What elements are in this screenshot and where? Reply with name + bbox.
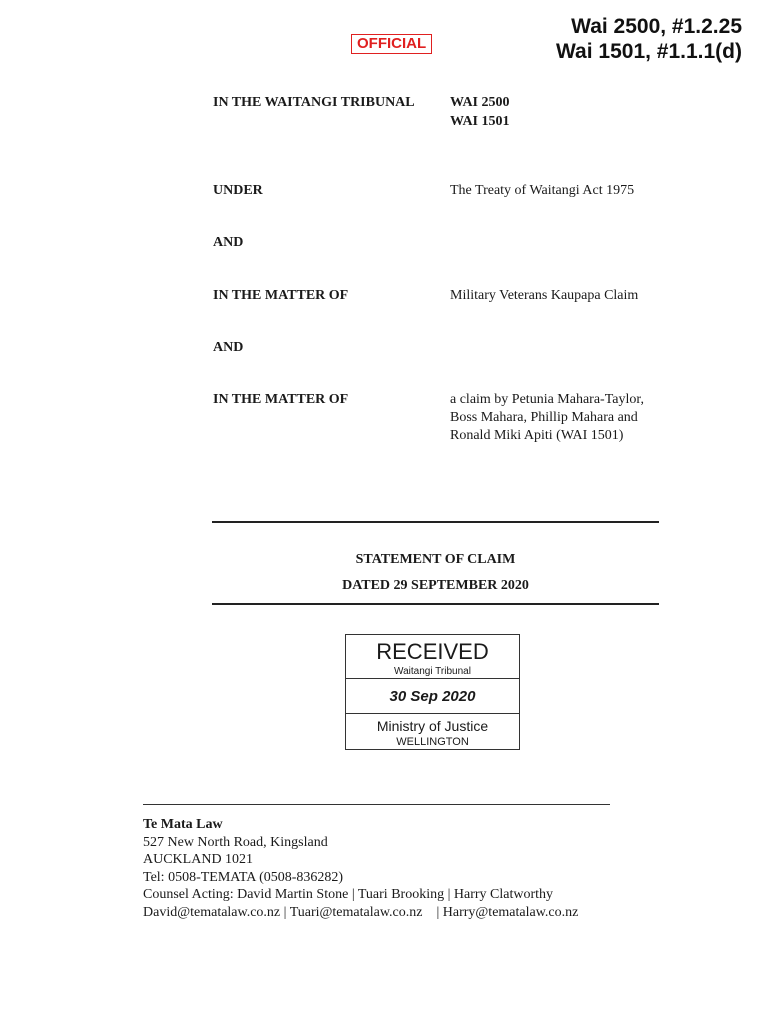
received-date: 30 Sep 2020 — [346, 679, 519, 714]
official-stamp: OFFICIAL — [351, 34, 432, 54]
matter-value-2-line-1: a claim by Petunia Mahara-Taylor, — [450, 392, 644, 407]
reference-wai-1501: Wai 1501, #1.1.1(d) — [556, 40, 742, 63]
document-references — [556, 14, 742, 64]
email-addresses: David@tematalaw.co.nz | Tuari@tematalaw.co.nz | Harry@tematalaw.co.nz — [143, 904, 579, 920]
matter-value-2-line-3: Ronald Miki Apiti (WAI 1501) — [450, 428, 624, 443]
received-stamp-footer — [346, 714, 519, 749]
and-label-2: AND — [213, 340, 244, 355]
and-label-1: AND — [213, 235, 244, 250]
document-title: STATEMENT OF CLAIM — [355, 552, 516, 567]
matter-label-2: IN THE MATTER OF — [213, 392, 349, 407]
received-stamp-header — [346, 635, 519, 679]
firm-name: Te Mata Law — [143, 817, 223, 832]
under-label: UNDER — [213, 183, 263, 198]
received-label: RECEIVED — [376, 639, 489, 664]
address-line-1: 527 New North Road, Kingsland — [143, 834, 328, 850]
received-tribunal: Waitangi Tribunal — [394, 666, 471, 677]
matter-value-1: Military Veterans Kaupapa Claim — [450, 288, 639, 303]
received-ministry: Ministry of Justice — [376, 718, 489, 734]
matter-label-1: IN THE MATTER OF — [213, 288, 349, 303]
address-line-2: AUCKLAND 1021 — [143, 852, 254, 867]
reference-wai-2500: Wai 2500, #1.2.25 — [571, 15, 742, 38]
wai-number-2500: WAI 2500 — [450, 95, 510, 110]
matter-value-2-line-2: Boss Mahara, Phillip Mahara and — [450, 410, 638, 425]
document-date: DATED 29 SEPTEMBER 2020 — [342, 578, 529, 593]
title-top-rule — [212, 521, 659, 523]
received-stamp — [345, 634, 520, 750]
footer-rule — [143, 804, 610, 805]
received-location: WELLINGTON — [396, 736, 469, 748]
counsel-acting: Counsel Acting: David Martin Stone | Tuari Brooking | Harry Clatworthy — [143, 887, 554, 902]
wai-number-1501: WAI 1501 — [450, 114, 510, 129]
under-value: The Treaty of Waitangi Act 1975 — [450, 183, 635, 198]
tribunal-label: IN THE WAITANGI TRIBUNAL — [213, 95, 415, 110]
counsel-details — [143, 816, 578, 921]
title-bottom-rule — [212, 603, 659, 605]
telephone: Tel: 0508-TEMATA (0508-836282) — [143, 869, 344, 885]
